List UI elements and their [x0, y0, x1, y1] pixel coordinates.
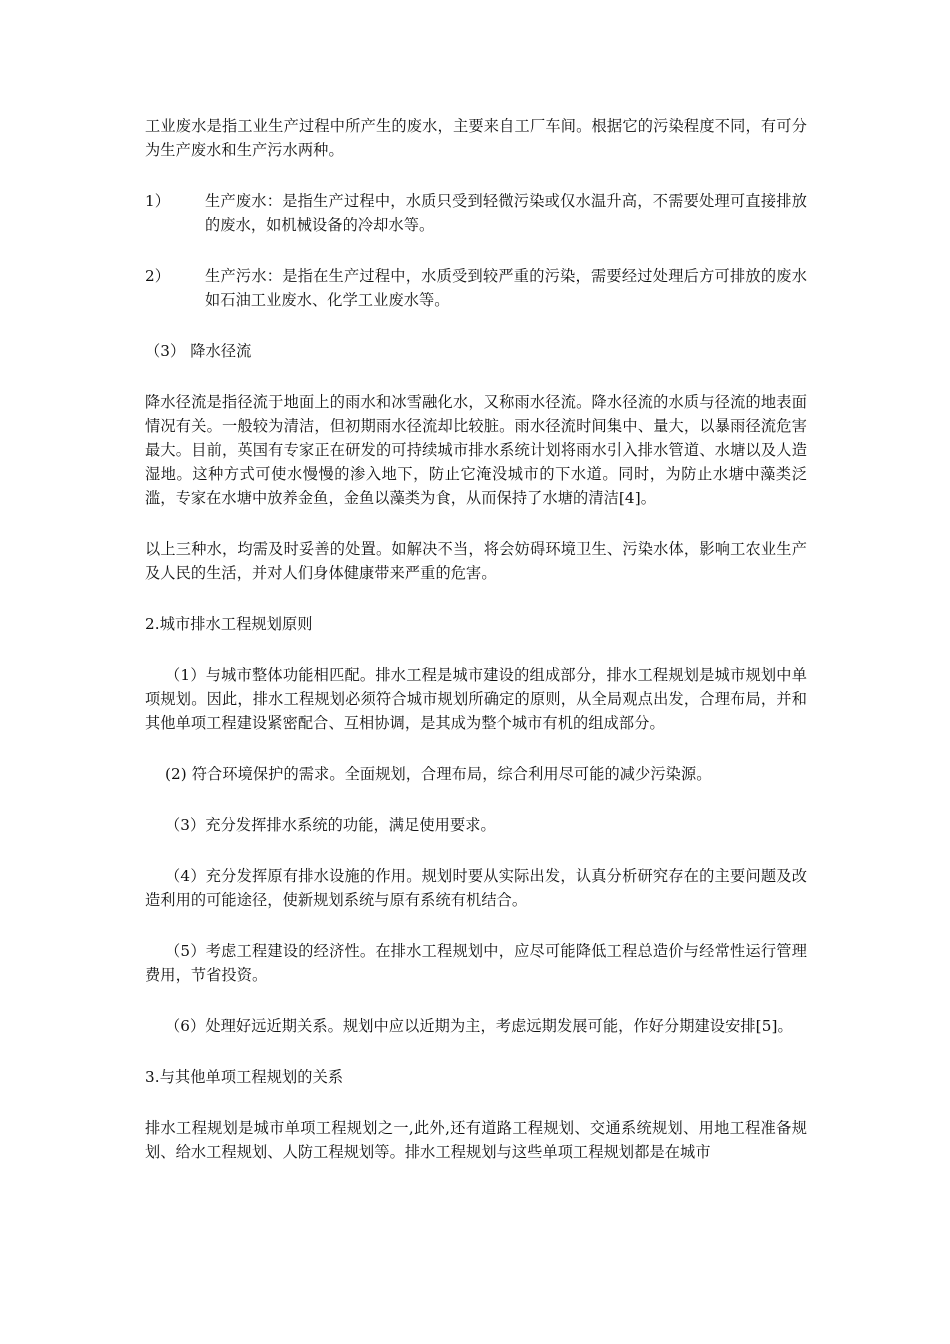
principle-1: （1）与城市整体功能相匹配。排水工程是城市建设的组成部分，排水工程规划是城市规划中单项规划。因此，排水工程规划必须符合城市规划所确定的原则，从全局观点出发，合理布局，并和其他单项工程建设紧密配合、互相协调，是其成为整个城市有机的组成部分。	[145, 666, 807, 732]
paragraph-three-waters: 以上三种水，均需及时妥善的处置。如解决不当，将会妨碍环境卫生、污染水体，影响工农业生产及人民的生活，并对人们身体健康带来严重的危害。	[145, 540, 807, 582]
list-text: 生产污水：是指在生产过程中，水质受到较严重的污染，需要经过处理后方可排放的废水如石油工业废水、化学工业废水等。	[205, 267, 807, 309]
list-item-production-sewage	[145, 264, 807, 312]
principle-3: （3）充分发挥排水系统的功能，满足使用要求。	[165, 816, 496, 834]
section-heading-precipitation-runoff: （3） 降水径流	[145, 342, 252, 360]
section-heading-planning-principles: 2.城市排水工程规划原则	[145, 615, 313, 633]
paragraph-industrial-wastewater: 工业废水是指工业生产过程中所产生的废水，主要来自工厂车间。根据它的污染程度不同，有可分为生产废水和生产污水两种。	[145, 117, 807, 159]
list-number: 1）	[145, 192, 171, 210]
paragraph-precipitation-runoff: 降水径流是指径流于地面上的雨水和冰雪融化水，又称雨水径流。降水径流的水质与径流的地表面情况有关。一般较为清洁，但初期雨水径流却比较脏。雨水径流时间集中、量大，以暴雨径流危害最大。目前，英国有专家正在研发的可持续城市排水系统计划将雨水引入排水管道、水塘以及人造湿地。这种方式可使水慢慢的渗入地下，防止它淹没城市的下水道。同时，为防止水塘中藻类泛滥，专家在水塘中放养金鱼，金鱼以藻类为食，从而保持了水塘的清洁[4]。	[145, 393, 807, 507]
principle-5: （5）考虑工程建设的经济性。在排水工程规划中，应尽可能降低工程总造价与经常性运行管理费用，节省投资。	[145, 942, 807, 984]
paragraph-relations: 排水工程规划是城市单项工程规划之一,此外,还有道路工程规划、交通系统规划、用地工程准备规划、给水工程规划、人防工程规划等。排水工程规划与这些单项工程规划都是在城市	[145, 1119, 807, 1161]
principle-2: (2) 符合环境保护的需求。全面规划，合理布局，综合利用尽可能的减少污染源。	[165, 765, 712, 783]
document-page	[145, 114, 807, 1164]
principle-4: （4）充分发挥原有排水设施的作用。规划时要从实际出发，认真分析研究存在的主要问题及改造利用的可能途径，使新规划系统与原有系统有机结合。	[145, 867, 807, 909]
principle-6: （6）处理好远近期关系。规划中应以近期为主，考虑远期发展可能，作好分期建设安排[5]。	[165, 1017, 793, 1035]
list-number: 2）	[145, 267, 171, 285]
list-item-production-wastewater	[145, 189, 807, 237]
list-text: 生产废水：是指生产过程中，水质只受到轻微污染或仅水温升高，不需要处理可直接排放的废水，如机械设备的冷却水等。	[205, 192, 807, 234]
section-heading-relations: 3.与其他单项工程规划的关系	[145, 1068, 344, 1086]
